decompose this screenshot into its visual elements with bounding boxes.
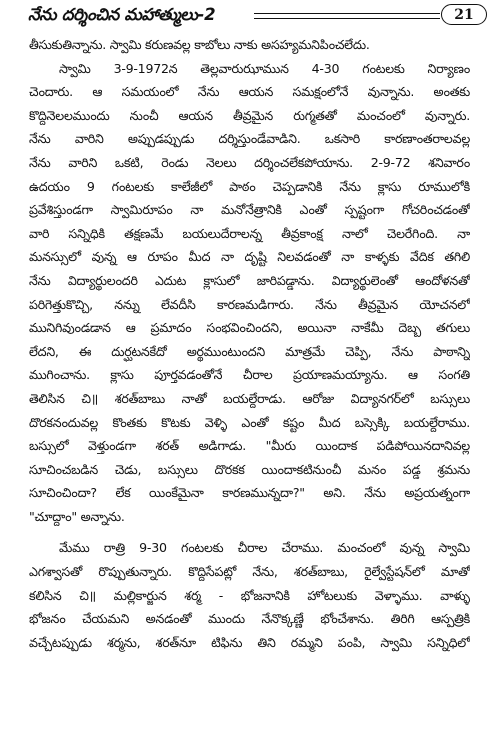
text-line: స్వామి 3-9-1972న తెల్లవారుఝామున 4-30 గంటలకు నిర్యాణం xyxy=(59,60,470,76)
text-line: నేను వారిని ఒకటి, రెండు నెలలు దర్శించలేకపోయాను. 2-9-72 శనివారం xyxy=(29,154,470,170)
text-line: సూచించబడిన చెడు, బస్సులు దొరకక యిందాకటినుంచీ మనం పడ్డ శ్రమను xyxy=(29,461,470,477)
text-line: మనస్సులో వున్న ఆ రూపం మీద నా దృష్టి నిలవడంతో నా కాళ్ళకు వేదిక తగిలి xyxy=(29,249,470,265)
header-rule-bottom xyxy=(254,18,440,19)
text-line: నేను వారిని అప్పుడప్పుడు దర్శిస్తుండేవాడిని. ఒకసారి కారణాంతరాలవల్ల xyxy=(29,131,470,147)
text-line: కొద్దినెలలముందు నుంచీ ఆయన తీవ్రమైన రుగ్మతతో మంచంలో వున్నారు. xyxy=(29,107,470,123)
text-line: చెందారు. ఆ సమయంలో నేను ఆయన సమక్షంలోనే వున్నాను. అంతకు xyxy=(29,84,470,100)
text-line: తెలిసిన చి॥ శరత్‌బాబు నాతో బయల్దేరాడు. ఆరోజు విద్యానగర్‌లో బస్సులు xyxy=(29,390,470,406)
text-line: లేదని, ఈ దుర్ఘటనకేదో అర్థముంటుందని మాత్రమే చెప్పి, నేను పాఠాన్ని xyxy=(29,343,470,359)
text-line: ప్రవేశిస్తుండగా స్వామిరూపం నా మనోనేత్రానికి ఎంతో స్పష్టంగా గోచరించడంతో xyxy=(29,202,470,218)
text-line: "చూద్దాం" అన్నాను. xyxy=(29,508,125,524)
running-title: నేను దర్శించిన మహాత్ములు-2 xyxy=(28,5,216,24)
text-line: వచ్చేటప్పుడు శర్మను, శరత్‌నూ టిఫిను తిని రమ్మని పంపి, స్వామి సన్నిధిలో xyxy=(29,634,470,650)
text-line: ఎగశ్వాసతో రొప్పుతున్నారు. కొద్దిసేపట్లో నేను, శరత్‌బాబు, రైల్వేస్టేషన్‌లో మాతో xyxy=(29,564,470,580)
text-line: సూచించిందా? లేక యింకేమైనా కారణమున్నదా?" అని. నేను అప్రయత్నంగా xyxy=(29,485,470,501)
body-text xyxy=(29,33,470,654)
paragraph xyxy=(29,33,470,57)
text-line: దొరకనందువల్ల కొంతకు కొటకు వెళ్ళి ఎంతో కష్టం మీద బస్సెక్కి బయల్దేరాము. xyxy=(29,414,470,430)
text-line: మేము రాత్రి 9-30 గంటలకు చీరాల చేరాము. మంచంలో వున్న స్వామి xyxy=(59,540,470,556)
paragraph-gap xyxy=(29,528,470,536)
paragraph xyxy=(29,536,470,654)
paragraph xyxy=(29,57,470,529)
text-line: తీసుకుతిన్నాను. స్వామి కరుణవల్ల కాబోలు నాకు అసహ్యమనిపించలేదు. xyxy=(29,37,370,52)
text-line: వారి సన్నిధికి తక్షణమే బయలుదేరాలన్న తీవ్రకాంక్ష నాలో చెలరేగింది. నా xyxy=(29,225,470,241)
text-line: ముగించాను. క్లాసు పూర్తవడంతోనే చీరాల ప్రయాణమయ్యాను. ఆ సంగతి xyxy=(29,367,470,383)
text-line: భోజనం చేయమని అనడంతో ముందు నేనొక్కణ్ణే భోంచేశాను. తిరిగి ఆస్పత్రికి xyxy=(29,611,470,627)
text-line: నేను విద్యార్థులందరి ఎదుట క్లాసులో జారిపడ్డాను. విద్యార్థులెంతో ఆందోళనతో xyxy=(29,272,470,288)
text-line: ఉదయం 9 గంటలకు కాలేజీలో పాఠం చెప్పడానికి నేను క్లాసు రూములోకి xyxy=(29,178,470,194)
text-line: బస్సులో వెళ్తుండగా శరత్ అడిగాడు. "మీరు యిందాక పడిపోయినదానివల్ల xyxy=(29,438,470,454)
page-header xyxy=(28,4,490,28)
text-line: మునిగివుండడాన ఆ ప్రమాదం సంభవించిందని, అయినా నాకేమీ దెబ్బ తగులు xyxy=(29,320,470,336)
header-rule-top xyxy=(254,13,440,14)
text-line: పరిగెత్తుకొచ్చి, నన్ను లేవదీసి కారణమడిగారు. నేను తీవ్రమైన యోచనలో xyxy=(29,296,470,312)
text-line: కలిసిన చి॥ మల్లికార్జున శర్మ - భోజనానికి హోటలుకు వెళ్ళాము. వాళ్ళు xyxy=(29,587,470,603)
page-number: 21 xyxy=(441,4,487,25)
